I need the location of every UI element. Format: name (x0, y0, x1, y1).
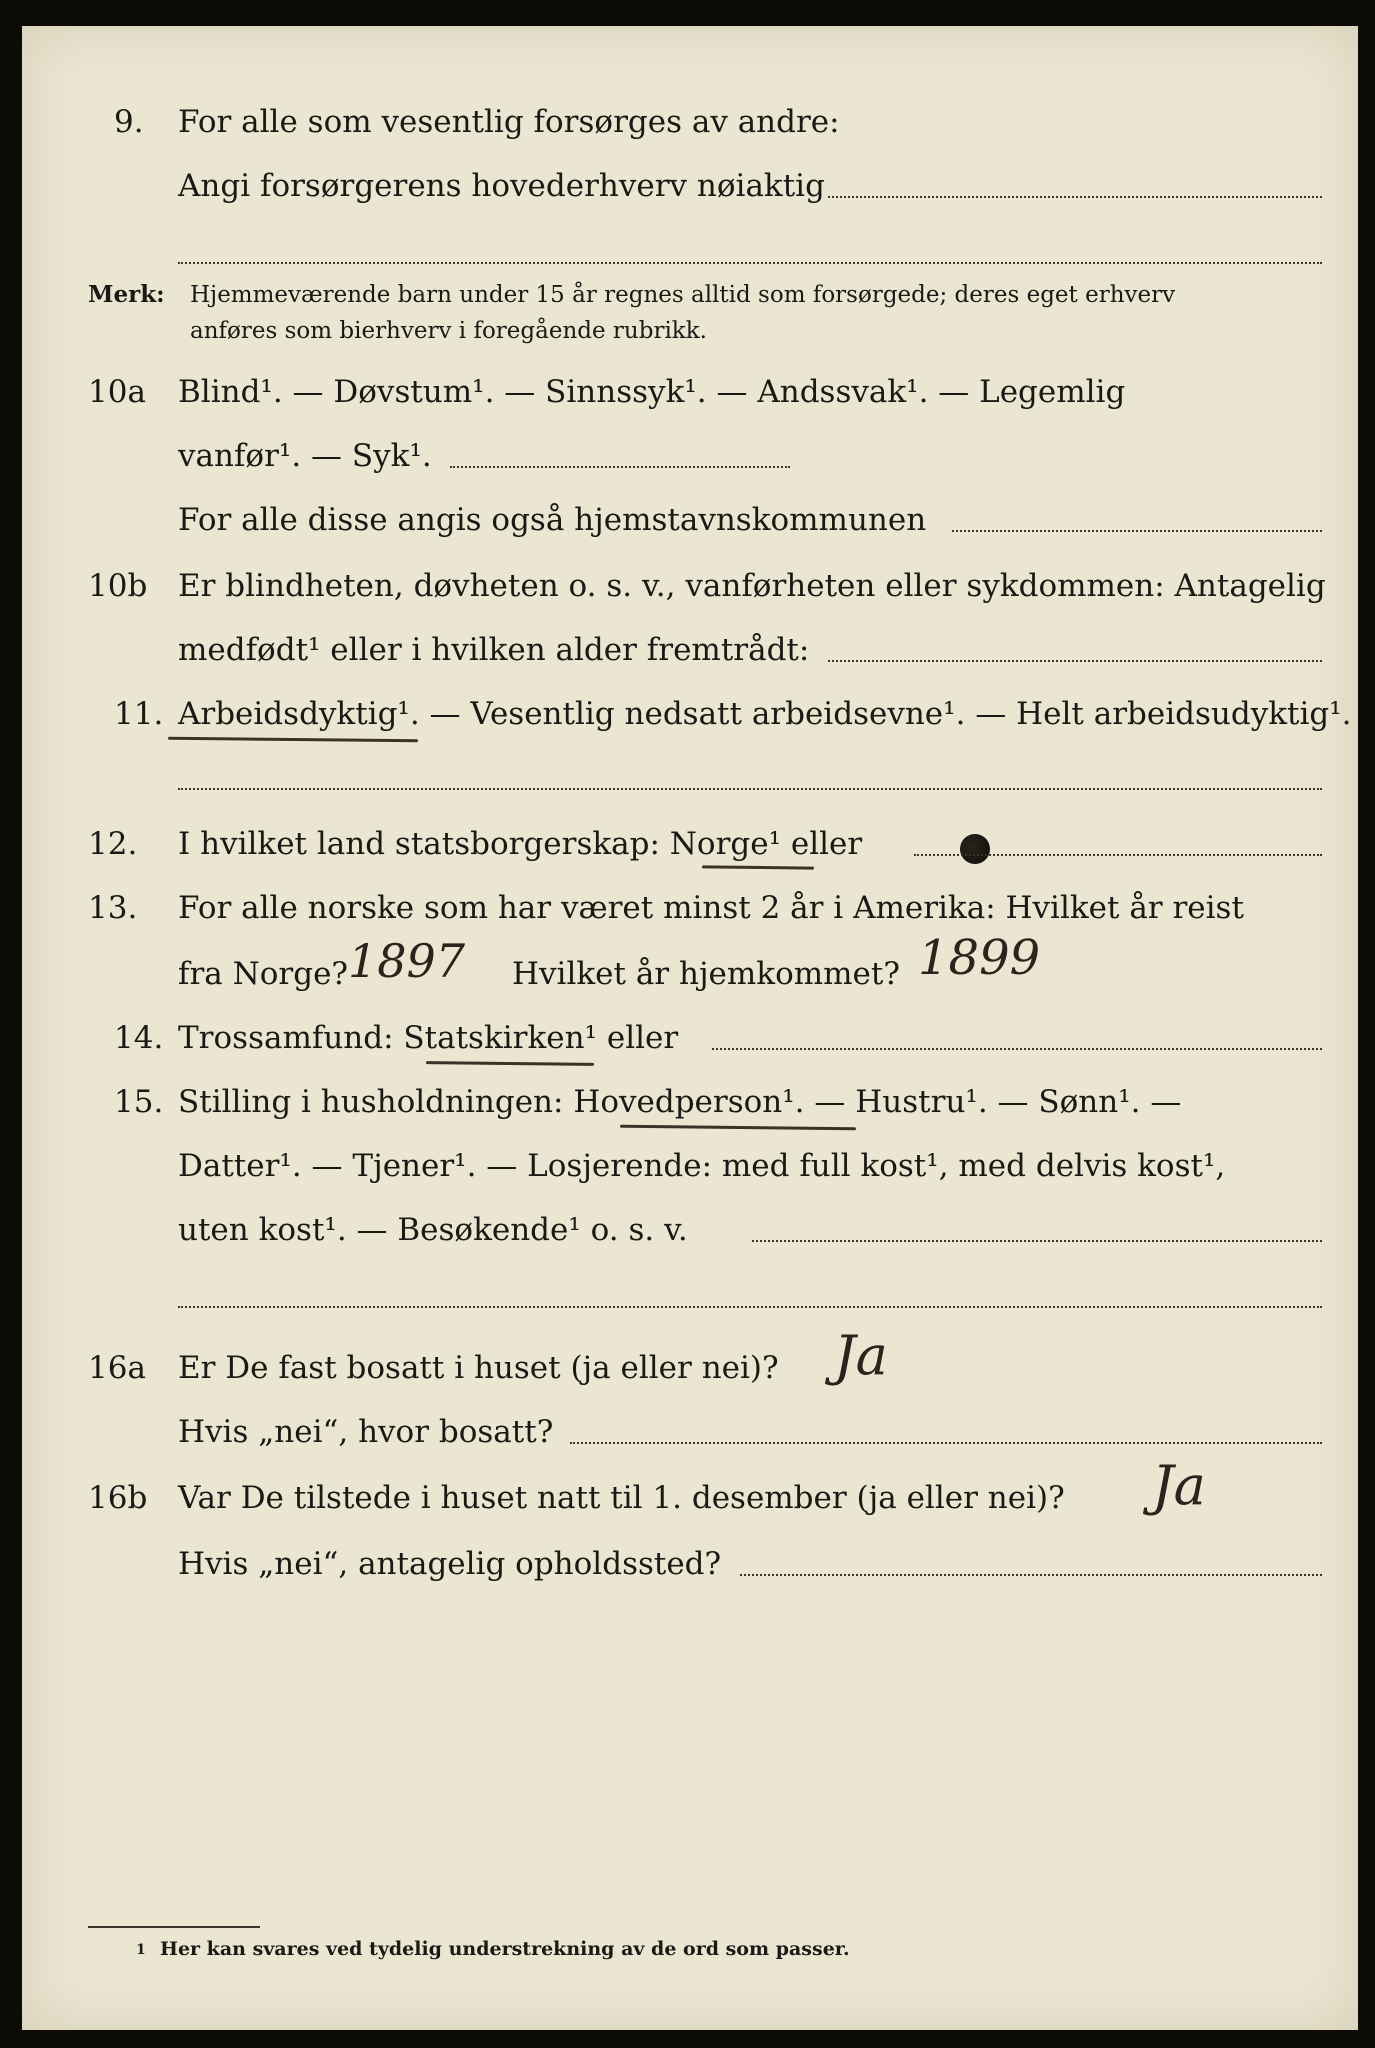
q14-other-faith-field[interactable] (712, 1048, 1322, 1050)
q11-other-options: — Vesentlig nedsatt arbeidsevne¹. — Helt arbeidsudyktig¹. (419, 696, 1352, 732)
q13-return-label: Hvilket år hjemkommet? (512, 956, 900, 992)
footnote-rule (88, 1926, 260, 1928)
q16b-whereabouts-label: Hvis „nei“, antagelig opholdssted? (178, 1546, 722, 1582)
q12-underline-mark (702, 865, 814, 869)
q10a-number: 10a (88, 374, 146, 410)
q10b-onset-field[interactable] (828, 660, 1322, 662)
q10b-question-line1: Er blindheten, døvheten o. s. v., vanførheten eller sykdommen: Antagelig (178, 568, 1326, 604)
q16a-residence-label: Hvis „nei“, hvor bosatt? (178, 1414, 554, 1450)
q12-number: 12. (88, 826, 138, 862)
q12-other-country-field[interactable] (914, 854, 1322, 856)
ink-blot (960, 834, 990, 864)
q10b-question-line2: medfødt¹ eller i hvilken alder fremtrådt: (178, 632, 810, 668)
q13-question-line1: For alle norske som har været minst 2 år i Amerika: Hvilket år reist (178, 890, 1244, 926)
q15-other-options: — Hustru¹. — Sønn¹. — (804, 1084, 1182, 1120)
q9-provider-occupation-label: Angi forsørgerens hovederhverv nøiaktig (178, 168, 825, 204)
q9-extra-line[interactable] (178, 262, 1322, 264)
q16b-number: 16b (88, 1480, 148, 1516)
q11-number: 11. (114, 696, 164, 732)
q10a-options-line2: vanfør¹. — Syk¹. (178, 438, 432, 474)
merk-label: Merk: (88, 281, 165, 308)
q10a-home-municipality-label: For alle disse angis også hjemstavnskommunen (178, 502, 927, 538)
q10a-sick-field[interactable] (450, 466, 790, 468)
q12-label: I hvilket land statsborgerskap: (178, 826, 670, 862)
q14-eller: eller (597, 1020, 679, 1056)
q13-departure-year[interactable]: 1897 (348, 934, 466, 988)
q16a-answer[interactable]: Ja (834, 1324, 888, 1387)
census-form-page (22, 26, 1358, 2030)
q14-underline-mark (426, 1061, 594, 1066)
q14-question (178, 1018, 678, 1058)
q13-number: 13. (88, 890, 138, 926)
q14-number: 14. (114, 1020, 164, 1056)
q15-question-line3: uten kost¹. — Besøkende¹ o. s. v. (178, 1212, 688, 1248)
q12-option-norge[interactable]: Norge¹ (669, 826, 782, 862)
q15-label: Stilling i husholdningen: (178, 1084, 574, 1120)
q14-option-statskirken[interactable]: Statskirken¹ (403, 1020, 597, 1056)
q15-extra-line[interactable] (178, 1306, 1322, 1308)
q16a-residence-field[interactable] (570, 1442, 1322, 1444)
q16a-question: Er De fast bosatt i huset (ja eller nei)? (178, 1350, 779, 1386)
q15-question-line2: Datter¹. — Tjener¹. — Losjerende: med full kost¹, med delvis kost¹, (178, 1148, 1226, 1184)
q16b-question: Var De tilstede i huset natt til 1. desember (ja eller nei)? (178, 1480, 1065, 1516)
merk-note-line1: Hjemmeværende barn under 15 år regnes alltid som forsørgede; deres eget erhverv (190, 282, 1176, 308)
q13-return-year[interactable]: 1899 (918, 930, 1041, 986)
q15-question-line1 (178, 1082, 1181, 1122)
q9-number: 9. (114, 104, 144, 140)
merk-note-line2: anføres som bierhverv i foregående rubrikk. (190, 318, 707, 344)
q16a-number: 16a (88, 1350, 146, 1386)
q15-other-field[interactable] (752, 1240, 1322, 1242)
q9-question: For alle som vesentlig forsørges av andre: (178, 104, 840, 140)
q10b-number: 10b (88, 568, 148, 604)
q13-departure-label: fra Norge? (178, 956, 349, 992)
q11-underline-mark (168, 737, 418, 743)
q15-number: 15. (114, 1084, 164, 1120)
q14-label: Trossamfund: (178, 1020, 404, 1056)
q16b-whereabouts-field[interactable] (740, 1574, 1322, 1576)
q12-eller: eller (781, 826, 863, 862)
q15-underline-mark (620, 1125, 856, 1130)
q11-extra-line[interactable] (178, 788, 1322, 790)
q11-options (178, 694, 1352, 734)
q10a-options-line1: Blind¹. — Døvstum¹. — Sinnssyk¹. — Andssvak¹. — Legemlig (178, 374, 1126, 410)
footnote-text: Her kan svares ved tydelig understrekning av de ord som passer. (160, 1938, 850, 1960)
footnote-mark: 1 (136, 1942, 146, 1958)
q10a-home-municipality-field[interactable] (952, 530, 1322, 532)
q16b-answer[interactable]: Ja (1152, 1454, 1206, 1517)
q9-provider-occupation-field[interactable] (828, 196, 1322, 198)
q12-question (178, 824, 862, 864)
q15-option-hovedperson[interactable]: Hovedperson¹. (573, 1084, 805, 1120)
q11-option-arbeidsdyktig[interactable]: Arbeidsdyktig¹. (178, 696, 420, 732)
